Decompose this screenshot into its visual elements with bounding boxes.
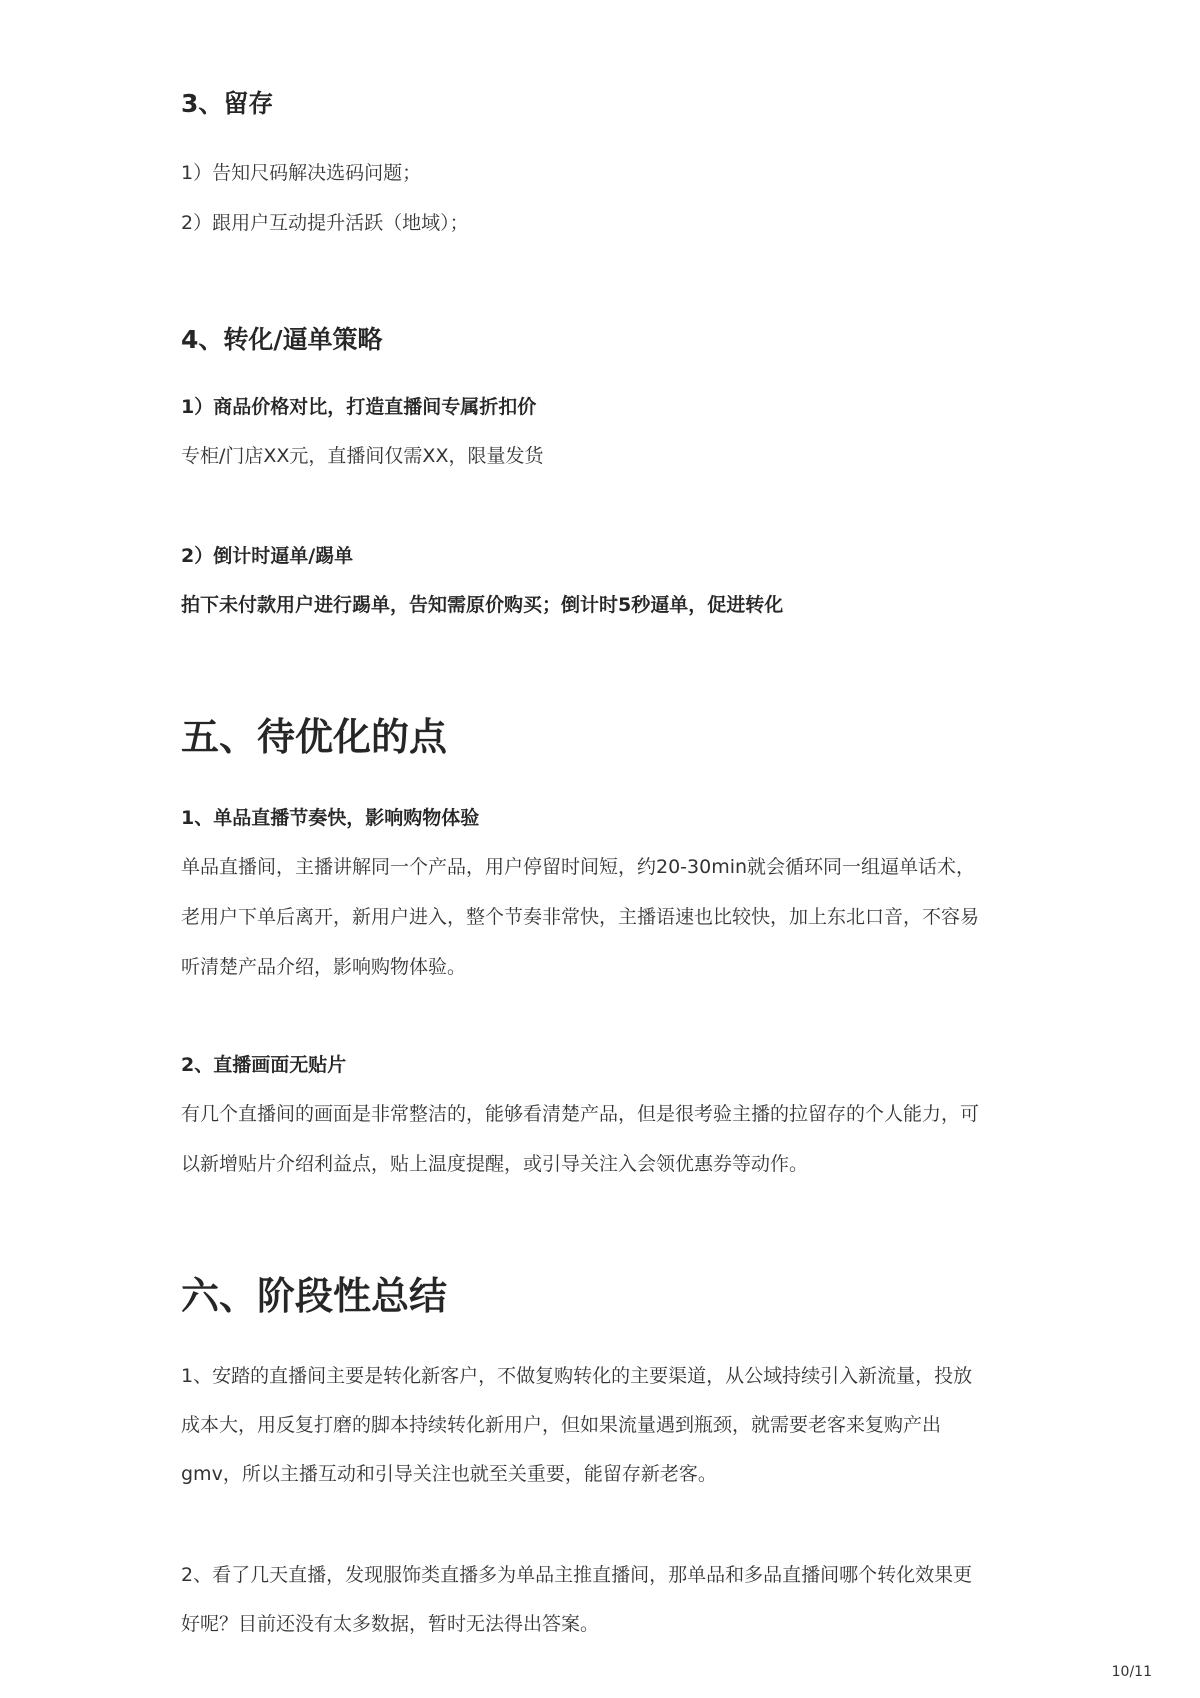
conversion-sub1-text: 专柜/门店XX元，直播间仅需XX，限量发货 xyxy=(181,445,544,467)
section5-sub2-heading: 2、直播画面无贴片 xyxy=(181,1054,347,1076)
retention-item-2: 2）跟用户互动提升活跃（地域）； xyxy=(181,212,469,234)
section6-p1-line-1: 1、安踏的直播间主要是转化新客户，不做复购转化的主要渠道，从公域持续引入新流量，投放 xyxy=(181,1365,973,1387)
section5-sub1-line-1: 单品直播间，主播讲解同一个产品，用户停留时间短，约20-30min就会循环同一组逼单话术， xyxy=(181,856,976,878)
section6-p1-line-3: gmv，所以主播互动和引导关注也就至关重要，能留存新老客。 xyxy=(181,1463,717,1485)
section5-sub1-heading: 1、单品直播节奏快，影响购物体验 xyxy=(181,807,480,829)
section5-title: 五、待优化的点 xyxy=(181,715,448,759)
conversion-heading: 4、转化/逼单策略 xyxy=(181,325,383,354)
conversion-sub2-text: 拍下未付款用户进行踢单，告知需原价购买；倒计时5秒逼单，促进转化 xyxy=(181,594,784,616)
retention-item-1: 1）告知尺码解决选码问题； xyxy=(181,162,422,184)
section5-sub1-line-3: 听清楚产品介绍，影响购物体验。 xyxy=(181,956,467,978)
section6-p1-line-2: 成本大，用反复打磨的脚本持续转化新用户，但如果流量遇到瓶颈，就需要老客来复购产出 xyxy=(181,1414,942,1436)
section6-title: 六、阶段性总结 xyxy=(181,1274,448,1318)
conversion-sub2-heading: 2）倒计时逼单/踢单 xyxy=(181,545,354,567)
conversion-sub1-heading: 1）商品价格对比，打造直播间专属折扣价 xyxy=(181,396,537,418)
section5-sub2-line-2: 以新增贴片介绍利益点，贴上温度提醒，或引导关注入会领优惠券等动作。 xyxy=(181,1153,809,1175)
section5-sub2-line-1: 有几个直播间的画面是非常整洁的，能够看清楚产品，但是很考验主播的拉留存的个人能力，可 xyxy=(181,1103,980,1125)
retention-heading: 3、留存 xyxy=(181,89,274,118)
section5-sub1-line-2: 老用户下单后离开，新用户进入，整个节奏非常快，主播语速也比较快，加上东北口音，不容易 xyxy=(181,906,980,928)
page-number: 10/11 xyxy=(1111,1664,1152,1680)
section6-p2-line-2: 好呢？目前还没有太多数据，暂时无法得出答案。 xyxy=(181,1613,600,1635)
section6-p2-line-1: 2、看了几天直播，发现服饰类直播多为单品主推直播间，那单品和多品直播间哪个转化效果更 xyxy=(181,1564,973,1586)
